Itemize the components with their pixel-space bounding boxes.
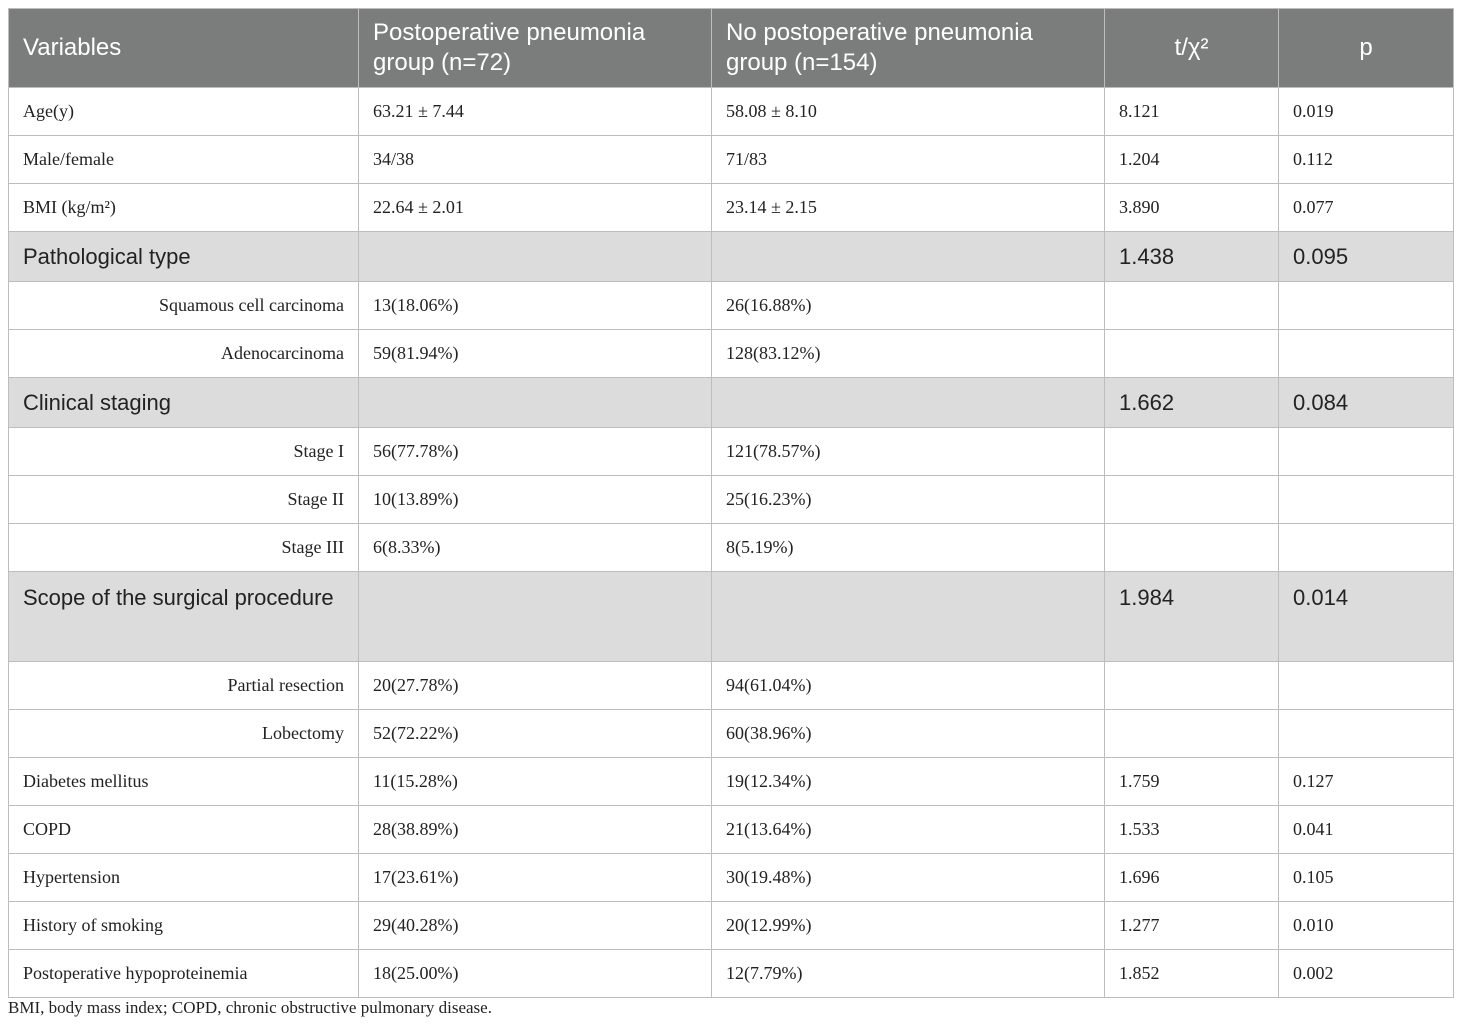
subcategory-label: Stage I bbox=[9, 428, 359, 476]
test-statistic bbox=[1105, 524, 1279, 572]
p-value: 0.041 bbox=[1279, 806, 1454, 854]
pneumonia-value: 28(38.89%) bbox=[359, 806, 712, 854]
table-row bbox=[9, 330, 1454, 378]
pneumonia-value: 11(15.28%) bbox=[359, 758, 712, 806]
no-pneumonia-value: 25(16.23%) bbox=[712, 476, 1105, 524]
no-pneumonia-value: 121(78.57%) bbox=[712, 428, 1105, 476]
table-row bbox=[9, 136, 1454, 184]
test-statistic: 3.890 bbox=[1105, 184, 1279, 232]
table-row bbox=[9, 758, 1454, 806]
pneumonia-value: 17(23.61%) bbox=[359, 854, 712, 902]
pneumonia-value: 63.21 ± 7.44 bbox=[359, 88, 712, 136]
section-row bbox=[9, 572, 1454, 662]
header-p-value: p bbox=[1279, 9, 1454, 88]
subcategory-label: Partial resection bbox=[9, 662, 359, 710]
p-value: 0.095 bbox=[1279, 232, 1454, 282]
no-pneumonia-value bbox=[712, 378, 1105, 428]
test-statistic: 8.121 bbox=[1105, 88, 1279, 136]
p-value bbox=[1279, 330, 1454, 378]
p-value: 0.077 bbox=[1279, 184, 1454, 232]
subcategory-label: Adenocarcinoma bbox=[9, 330, 359, 378]
pneumonia-value: 59(81.94%) bbox=[359, 330, 712, 378]
section-row bbox=[9, 378, 1454, 428]
no-pneumonia-value: 20(12.99%) bbox=[712, 902, 1105, 950]
table-row bbox=[9, 950, 1454, 998]
pneumonia-value bbox=[359, 378, 712, 428]
table-row bbox=[9, 806, 1454, 854]
table-row bbox=[9, 524, 1454, 572]
table-row bbox=[9, 428, 1454, 476]
p-value: 0.019 bbox=[1279, 88, 1454, 136]
table-row bbox=[9, 184, 1454, 232]
pneumonia-value bbox=[359, 572, 712, 662]
header-test-statistic: t/χ² bbox=[1105, 9, 1279, 88]
section-label: Pathological type bbox=[9, 232, 359, 282]
variable-label: Male/female bbox=[9, 136, 359, 184]
header-variables: Variables bbox=[9, 9, 359, 88]
variable-label: Hypertension bbox=[9, 854, 359, 902]
table-row bbox=[9, 88, 1454, 136]
subcategory-label: Lobectomy bbox=[9, 710, 359, 758]
no-pneumonia-value: 94(61.04%) bbox=[712, 662, 1105, 710]
pneumonia-value: 56(77.78%) bbox=[359, 428, 712, 476]
test-statistic: 1.696 bbox=[1105, 854, 1279, 902]
p-value: 0.112 bbox=[1279, 136, 1454, 184]
table-row bbox=[9, 710, 1454, 758]
test-statistic: 1.852 bbox=[1105, 950, 1279, 998]
test-statistic: 1.277 bbox=[1105, 902, 1279, 950]
section-row bbox=[9, 232, 1454, 282]
no-pneumonia-value: 8(5.19%) bbox=[712, 524, 1105, 572]
section-label: Clinical staging bbox=[9, 378, 359, 428]
test-statistic: 1.204 bbox=[1105, 136, 1279, 184]
test-statistic bbox=[1105, 330, 1279, 378]
p-value: 0.010 bbox=[1279, 902, 1454, 950]
subcategory-label: Stage II bbox=[9, 476, 359, 524]
no-pneumonia-value: 30(19.48%) bbox=[712, 854, 1105, 902]
test-statistic bbox=[1105, 428, 1279, 476]
pneumonia-value: 52(72.22%) bbox=[359, 710, 712, 758]
variable-label: History of smoking bbox=[9, 902, 359, 950]
no-pneumonia-value: 71/83 bbox=[712, 136, 1105, 184]
p-value bbox=[1279, 662, 1454, 710]
section-label: Scope of the surgical procedure bbox=[9, 572, 359, 662]
table-footnote: BMI, body mass index; COPD, chronic obstructive pulmonary disease. bbox=[8, 998, 492, 1017]
no-pneumonia-value: 60(38.96%) bbox=[712, 710, 1105, 758]
no-pneumonia-value: 19(12.34%) bbox=[712, 758, 1105, 806]
header-no-pneumonia-group: No postoperative pneumonia group (n=154) bbox=[712, 9, 1105, 88]
test-statistic bbox=[1105, 476, 1279, 524]
no-pneumonia-value: 58.08 ± 8.10 bbox=[712, 88, 1105, 136]
p-value bbox=[1279, 282, 1454, 330]
header-pneumonia-group: Postoperative pneumonia group (n=72) bbox=[359, 9, 712, 88]
test-statistic: 1.662 bbox=[1105, 378, 1279, 428]
test-statistic bbox=[1105, 282, 1279, 330]
pneumonia-value: 10(13.89%) bbox=[359, 476, 712, 524]
table-row bbox=[9, 282, 1454, 330]
variable-label: Postoperative hypoproteinemia bbox=[9, 950, 359, 998]
pneumonia-value: 34/38 bbox=[359, 136, 712, 184]
baseline-characteristics-table bbox=[8, 8, 1454, 998]
p-value bbox=[1279, 428, 1454, 476]
table-row bbox=[9, 476, 1454, 524]
pneumonia-value: 22.64 ± 2.01 bbox=[359, 184, 712, 232]
p-value: 0.105 bbox=[1279, 854, 1454, 902]
variable-label: BMI (kg/m²) bbox=[9, 184, 359, 232]
p-value: 0.084 bbox=[1279, 378, 1454, 428]
subcategory-label: Squamous cell carcinoma bbox=[9, 282, 359, 330]
no-pneumonia-value: 26(16.88%) bbox=[712, 282, 1105, 330]
no-pneumonia-value bbox=[712, 232, 1105, 282]
variable-label: COPD bbox=[9, 806, 359, 854]
test-statistic: 1.984 bbox=[1105, 572, 1279, 662]
p-value: 0.002 bbox=[1279, 950, 1454, 998]
no-pneumonia-value: 128(83.12%) bbox=[712, 330, 1105, 378]
subcategory-label: Stage III bbox=[9, 524, 359, 572]
test-statistic: 1.533 bbox=[1105, 806, 1279, 854]
variable-label: Age(y) bbox=[9, 88, 359, 136]
header-row bbox=[9, 9, 1454, 88]
no-pneumonia-value: 23.14 ± 2.15 bbox=[712, 184, 1105, 232]
no-pneumonia-value: 21(13.64%) bbox=[712, 806, 1105, 854]
p-value bbox=[1279, 710, 1454, 758]
table-row bbox=[9, 854, 1454, 902]
test-statistic bbox=[1105, 710, 1279, 758]
no-pneumonia-value bbox=[712, 572, 1105, 662]
test-statistic: 1.438 bbox=[1105, 232, 1279, 282]
p-value: 0.127 bbox=[1279, 758, 1454, 806]
p-value: 0.014 bbox=[1279, 572, 1454, 662]
no-pneumonia-value: 12(7.79%) bbox=[712, 950, 1105, 998]
pneumonia-value: 29(40.28%) bbox=[359, 902, 712, 950]
variable-label: Diabetes mellitus bbox=[9, 758, 359, 806]
table-row bbox=[9, 902, 1454, 950]
test-statistic bbox=[1105, 662, 1279, 710]
pneumonia-value: 20(27.78%) bbox=[359, 662, 712, 710]
table-row bbox=[9, 662, 1454, 710]
p-value bbox=[1279, 524, 1454, 572]
p-value bbox=[1279, 476, 1454, 524]
pneumonia-value: 6(8.33%) bbox=[359, 524, 712, 572]
pneumonia-value: 13(18.06%) bbox=[359, 282, 712, 330]
pneumonia-value bbox=[359, 232, 712, 282]
test-statistic: 1.759 bbox=[1105, 758, 1279, 806]
pneumonia-value: 18(25.00%) bbox=[359, 950, 712, 998]
